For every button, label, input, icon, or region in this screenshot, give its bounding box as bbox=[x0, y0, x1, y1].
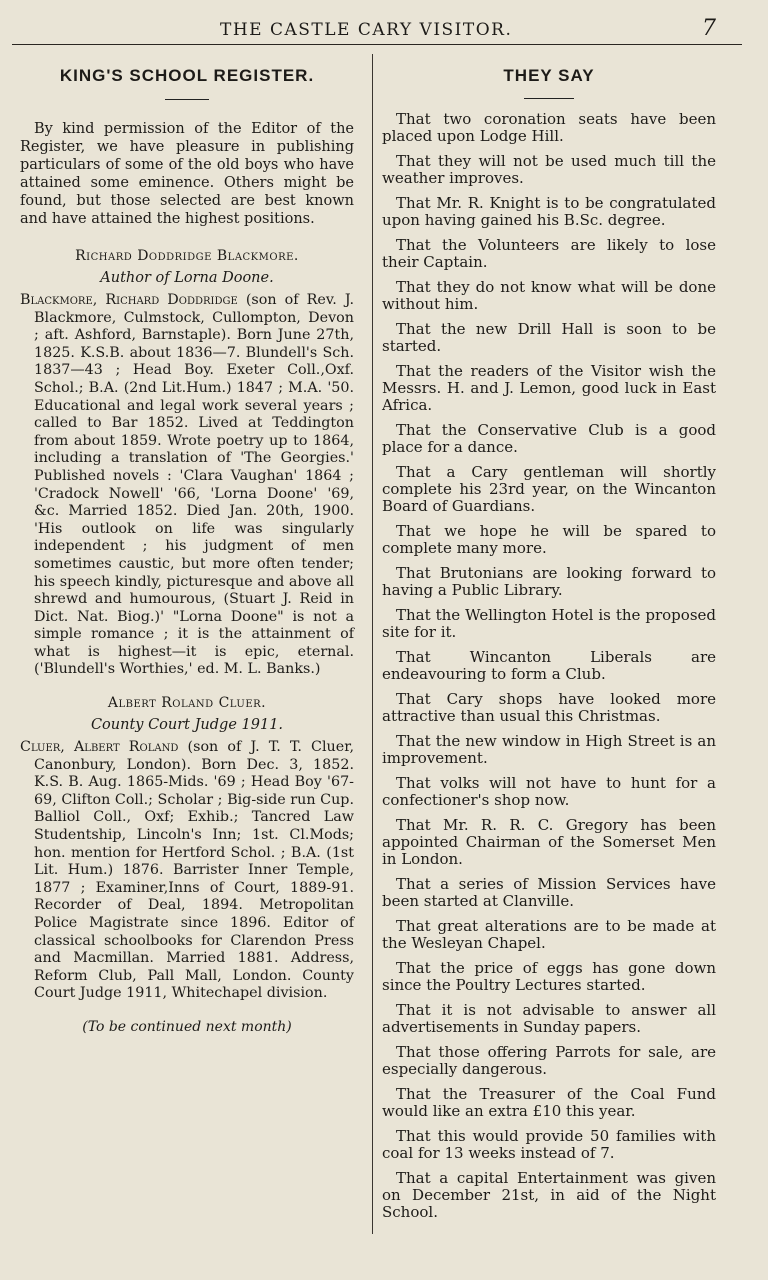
publication-title: THE CASTLE CARY VISITOR. bbox=[220, 20, 513, 40]
they-say-rule bbox=[524, 98, 574, 99]
they-say-item: That a Cary gentleman will shortly complete his 23rd year, on the Wincanton Board of Guardians. bbox=[382, 463, 716, 515]
they-say-item: That it is not advisable to answer all advertisements in Sunday papers. bbox=[382, 1001, 716, 1036]
they-say-item: That the Volunteers are likely to lose their Captain. bbox=[382, 236, 716, 271]
register-intro: By kind permission of the Editor of the Register, we have pleasure in publishing particulars of some of the old boys who have attained some eminence. Others might be found, but those selected are best known and have attained the highest positions. bbox=[20, 121, 354, 227]
continued-note: (To be continued next month) bbox=[82, 1018, 292, 1035]
they-say-item: That a series of Mission Services have been started at Clanville. bbox=[382, 875, 716, 910]
page-header bbox=[0, 14, 768, 44]
entry-subtitle-cluer: County Court Judge 1911. bbox=[90, 717, 284, 734]
page-number: 7 bbox=[702, 16, 716, 41]
entry-name-cluer: Cluer, Albert Roland bbox=[20, 739, 179, 756]
they-say-column bbox=[382, 66, 716, 1229]
title-rule bbox=[165, 99, 209, 100]
they-say-item: That the price of eggs has gone down since the Poultry Lectures started. bbox=[382, 959, 716, 994]
they-say-item: That great alterations are to be made at the Wesleyan Chapel. bbox=[382, 917, 716, 952]
they-say-item: That Brutonians are looking forward to having a Public Library. bbox=[382, 564, 716, 599]
they-say-item: That a capital Entertainment was given on December 21st, in aid of the Night School. bbox=[382, 1169, 716, 1221]
they-say-item: That they do not know what will be done without him. bbox=[382, 278, 716, 313]
entry-subtitle-blackmore: Author of Lorna Doone. bbox=[100, 270, 274, 286]
entry-text-cluer: (son of J. T. T. Cluer, Canonbury, London). Born Dec. 3, 1852. K.S. B. Aug. 1865-Mids. '69 ; Head Boy '67-69, Clifton Coll.; Scholar ; Big-side run Cup. Balliol Coll., Oxf; Exhib.; Tancred Law Studentship, Lincoln's Inn; 1st. Cl.Mods; hon. mention for Hertford Schol. ; B.A. (1st Lit. Hum.) 1876. Barrister Inner Temple, 1877 ; Examiner,Inns of Court, 1889-91. Recorder of Deal, 1894. Metropolitan Police Magistrate since 1896. Editor of classical schoolbooks for Clarendon Press and Macmillan. Married 1881. Address, Reform Club, Pall Mall, London. County Court Judge 1911, Whitechapel division. bbox=[34, 739, 355, 1002]
they-say-title: THEY SAY bbox=[503, 66, 595, 85]
they-say-item: That Mr. R. R. C. Gregory has been appointed Chairman of the Somerset Men in London. bbox=[382, 816, 716, 868]
they-say-item: That the readers of the Visitor wish the Messrs. H. and J. Lemon, good luck in East Africa. bbox=[382, 362, 716, 414]
kings-school-register-column bbox=[20, 66, 354, 1049]
register-title: KING'S SCHOOL REGISTER. bbox=[59, 66, 315, 85]
entry-name-blackmore: Blackmore, Richard Doddridge bbox=[20, 292, 238, 308]
they-say-item: That they will not be used much till the weather improves. bbox=[382, 152, 716, 187]
they-say-item: That those offering Parrots for sale, are especially dangerous. bbox=[382, 1043, 716, 1078]
header-rule bbox=[12, 44, 742, 45]
entry-heading-cluer: Albert Roland Cluer. bbox=[107, 695, 267, 712]
they-say-item: That volks will not have to hunt for a confectioner's shop now. bbox=[382, 774, 716, 809]
they-say-item: That the new window in High Street is an improvement. bbox=[382, 732, 716, 767]
they-say-item: That the Treasurer of the Coal Fund would like an extra £10 this year. bbox=[382, 1085, 716, 1120]
column-divider bbox=[372, 54, 373, 1234]
they-say-item: That Wincanton Liberals are endeavouring to form a Club. bbox=[382, 648, 716, 683]
they-say-item: That the Wellington Hotel is the proposed site for it. bbox=[382, 606, 716, 641]
they-say-item: That the new Drill Hall is soon to be started. bbox=[382, 320, 716, 355]
entry-body-blackmore bbox=[20, 292, 354, 679]
entry-heading-blackmore: Richard Doddridge Blackmore. bbox=[75, 248, 299, 264]
they-say-item: That two coronation seats have been placed upon Lodge Hill. bbox=[382, 110, 716, 145]
they-say-item: That we hope he will be spared to complete many more. bbox=[382, 522, 716, 557]
entry-text-blackmore: (son of Rev. J. Blackmore, Culmstock, Cullompton, Devon ; aft. Ashford, Barnstaple). Born June 27th, 1825. K.S.B. about 1836—7. Blundell's Sch. 1837—43 ; Head Boy. Exeter Coll.,Oxf. Schol.; B.A. (2nd Lit.Hum.) 1847 ; M.A. '50. Educational and legal work several years ; called to Bar 1852. Lived at Teddington from about 1859. Wrote poetry up to 1864, including a translation of 'The Georgies.' Published novels : 'Clara Vaughan' 1864 ; 'Cradock Nowell' '66, 'Lorna Doone' '69, &c. Married 1852. Died Jan. 20th, 1900. 'His outlook on life was singularly independent ; his judgment of men sometimes caustic, but more often tender; his speech kindly, picturesque and above all shrewd and humourous, (Stuart J. Reid in Dict. Nat. Biog.)' "Lorna Doone" is not a simple romance ; it is the attainment of what is highest—it is epic, eternal. ('Blundell's Worthies,' ed. M. L. Banks.) bbox=[34, 292, 355, 678]
they-say-item: That the Conservative Club is a good place for a dance. bbox=[382, 421, 716, 456]
they-say-item: That this would provide 50 families with coal for 13 weeks instead of 7. bbox=[382, 1127, 716, 1162]
they-say-item: That Mr. R. Knight is to be congratulated upon having gained his B.Sc. degree. bbox=[382, 194, 716, 229]
entry-body-cluer bbox=[20, 739, 354, 1003]
they-say-item: That Cary shops have looked more attractive than usual this Christmas. bbox=[382, 690, 716, 725]
